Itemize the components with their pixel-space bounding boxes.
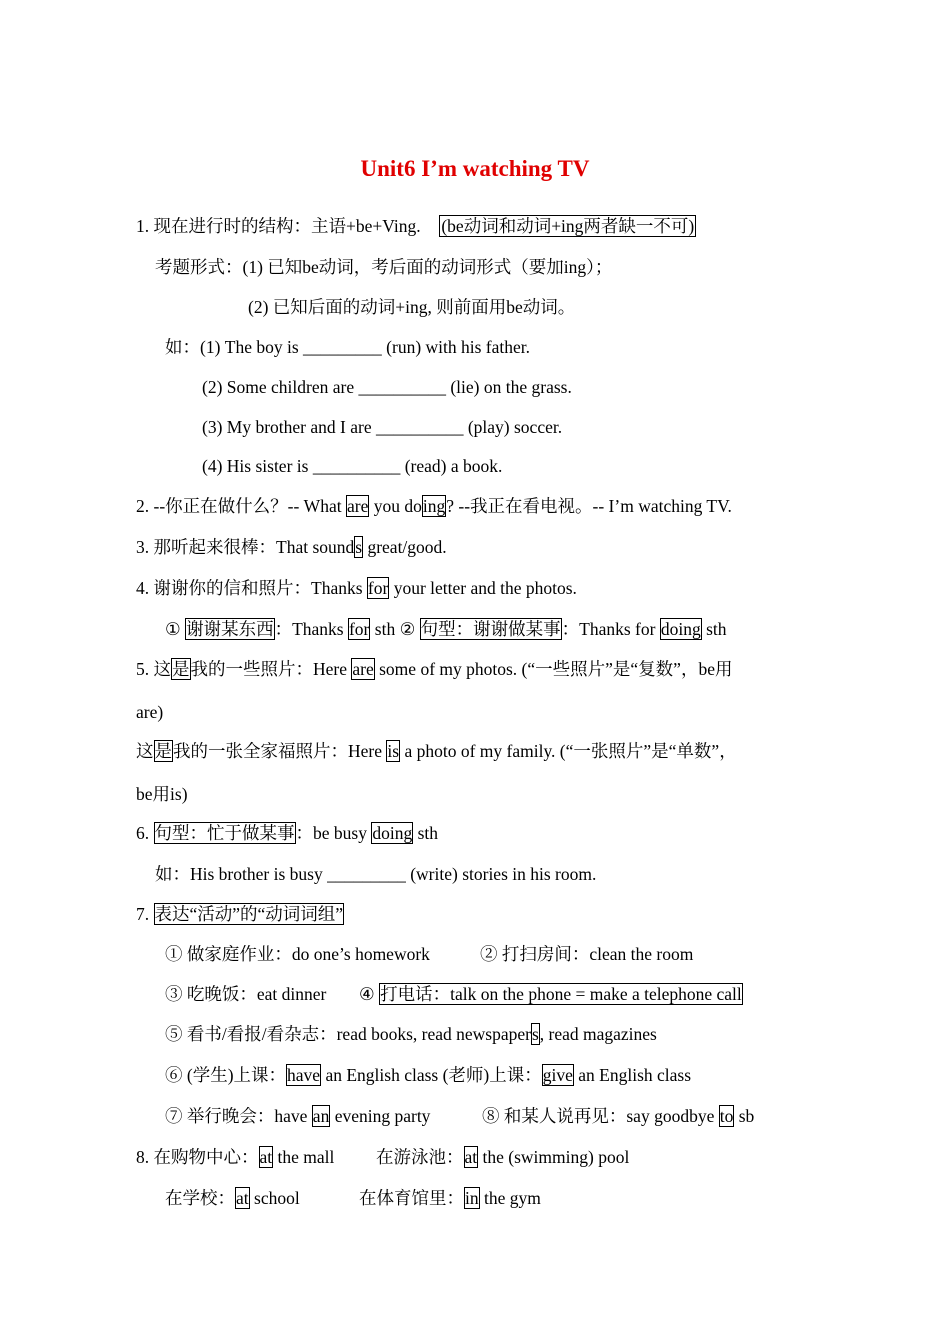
s7-item-2: ② 打扫房间：clean the room: [480, 944, 694, 964]
page-title: Unit6 I’m watching TV: [360, 156, 590, 181]
s5-box-shi-2: 是: [154, 741, 172, 761]
s4-text-t3: ：Thanks for: [561, 619, 660, 639]
s1-form-1: (1) 已知be动词，考后面的动词形式（要加ing）；: [242, 257, 613, 277]
s7-item-5: [165, 1023, 657, 1045]
s5-text-e: some of my photos. (“一些照片”是“复数”，be用: [374, 659, 733, 679]
s7-box-give: give: [542, 1065, 573, 1085]
s1-example-3: (3) My brother and I are __________ (play) soccer.: [202, 417, 563, 437]
s7-text-r4e: an English class: [573, 1065, 692, 1085]
s3-text-c: great/good.: [363, 537, 447, 557]
s8-text-i: school: [249, 1188, 300, 1208]
s5-text-c: 我的一些照片：Here: [190, 659, 352, 679]
s7-text-r3c: , read magazines: [539, 1024, 657, 1044]
s7-item-7: [165, 1105, 430, 1127]
s4-box-for: for: [367, 578, 389, 598]
s4-num-1: ①: [165, 619, 186, 639]
s5-line-2: [136, 740, 737, 762]
s7-box-have: have: [287, 1065, 321, 1085]
s8-school: [165, 1187, 300, 1209]
s4-text-a: 4. 谢谢你的信和照片：Thanks: [136, 578, 367, 598]
s6-text-a: 6.: [136, 823, 154, 843]
s1-eg-label: 如：: [165, 337, 200, 357]
s1-note-box: (be动词和动词+ing两者缺一不可): [441, 216, 695, 236]
s7-box-an: an: [312, 1106, 330, 1126]
s5-line-1: [136, 658, 732, 680]
s2-line: [136, 495, 732, 517]
s1-example-1: (1) The boy is _________ (run) with his father.: [200, 337, 531, 357]
s7-text-r5f: sb: [734, 1106, 755, 1126]
s7-item-3: ③ 吃晚饭：eat dinner: [165, 984, 327, 1004]
s6-example: 如：His brother is busy _________ (write) stories in his room.: [155, 864, 597, 884]
s4-text-c: your letter and the photos.: [389, 578, 577, 598]
s7-line: [136, 903, 344, 925]
s4-box-pattern: 句型：谢谢做某事: [420, 619, 561, 639]
s5-text-j: a photo of my family. (“一张照片”是“单数”，: [400, 741, 737, 761]
s4-text-t4: sth: [701, 619, 727, 639]
s7-text-r4c: an English class (老师)上课：: [321, 1065, 542, 1085]
s4-sub-line: [165, 618, 727, 640]
s7-box-heading: 表达“活动”的“动词词组”: [154, 904, 344, 924]
s6-text-c: ：be busy: [295, 823, 372, 843]
s8-text-j: 在体育馆里：: [359, 1188, 464, 1208]
s1-label: 1. 现在进行时的结构：主语+be+Ving.: [136, 216, 421, 236]
s2-text-a: 2. --你正在做什么？-- What: [136, 496, 346, 516]
s3-line: [136, 536, 447, 558]
s6-text-e: sth: [413, 823, 439, 843]
s1-example-1-line: [165, 336, 530, 358]
s7-item-6: [165, 1064, 691, 1086]
s6-box-doing: doing: [372, 823, 413, 843]
s7-text-r4a: ⑥ (学生)上课：: [165, 1065, 287, 1085]
s7-item-1: ① 做家庭作业：do one’s homework: [165, 944, 430, 964]
s8-box-at-1: at: [259, 1147, 273, 1167]
s7-text-r3a: ⑤ 看书/看报/看杂志：read books, read newspaper: [165, 1024, 531, 1044]
s2-box-ing: ing: [422, 496, 446, 516]
s8-text-a: 8. 在购物中心：: [136, 1147, 259, 1167]
s1-example-4: (4) His sister is __________ (read) a book.: [202, 456, 503, 476]
s5-text-h: 我的一张全家福照片：Here: [173, 741, 387, 761]
s8-text-c: the mall: [273, 1147, 335, 1167]
s4-line: [136, 577, 577, 599]
s8-text-f: the (swimming) pool: [478, 1147, 630, 1167]
s4-text-t1: ：Thanks: [274, 619, 348, 639]
s7-item-4: [359, 983, 743, 1005]
s8-text-g: 在学校：: [165, 1188, 235, 1208]
s3-box-s: s: [355, 537, 363, 557]
s8-pool: [376, 1146, 629, 1168]
s6-line: [136, 822, 438, 844]
s8-box-in: in: [465, 1188, 479, 1208]
s3-text-a: 3. 那听起来很棒：That sound: [136, 537, 355, 557]
s2-text-e: ? --我正在看电视。-- I’m watching TV.: [446, 496, 732, 516]
s8-text-d: 在游泳池：: [376, 1147, 464, 1167]
s7-box-phone: 打电话：talk on the phone = make a telephone call: [380, 984, 742, 1004]
s4-text-t2: sth ②: [370, 619, 420, 639]
s7-box-s: s: [531, 1024, 539, 1044]
s5-wrap-1: are): [136, 702, 164, 722]
s2-text-c: you do: [369, 496, 422, 516]
s7-text-r5c: evening party: [330, 1106, 431, 1126]
s7-num-4: ④: [359, 984, 380, 1004]
s7-box-to: to: [719, 1106, 734, 1126]
s4-box-for-2: for: [348, 619, 370, 639]
s8-gym: [359, 1187, 541, 1209]
s1-structure-line: [136, 215, 696, 237]
s8-text-l: the gym: [479, 1188, 541, 1208]
s1-example-2: (2) Some children are __________ (lie) on the grass.: [202, 377, 572, 397]
s2-box-are: are: [346, 496, 369, 516]
s1-form-label: 考题形式：: [155, 257, 243, 277]
s5-text-a: 5. 这: [136, 659, 171, 679]
s6-box-pattern: 句型：忙于做某事: [154, 823, 295, 843]
s7-text-r5d: ⑧ 和某人说再见：say goodbye: [482, 1106, 719, 1126]
s5-box-shi: 是: [172, 659, 190, 679]
s1-form-line-2: (2) 已知后面的动词+ing, 则前面用be动词。: [248, 297, 576, 317]
s4-box-thanks-sth: 谢谢某东西: [186, 619, 274, 639]
s1-form-line-1: [155, 256, 612, 278]
s5-wrap-2: be用is): [136, 784, 188, 804]
s7-text-a: 7.: [136, 904, 154, 924]
s7-text-r5a: ⑦ 举行晚会：have: [165, 1106, 312, 1126]
s5-box-are: are: [352, 659, 374, 679]
s5-text-f: 这: [136, 741, 154, 761]
s7-item-8: [482, 1105, 754, 1127]
s5-box-is: is: [387, 741, 400, 761]
s8-mall: [136, 1146, 334, 1168]
s8-box-at-2: at: [464, 1147, 478, 1167]
s4-box-doing: doing: [660, 619, 701, 639]
s8-box-at-3: at: [236, 1188, 249, 1208]
